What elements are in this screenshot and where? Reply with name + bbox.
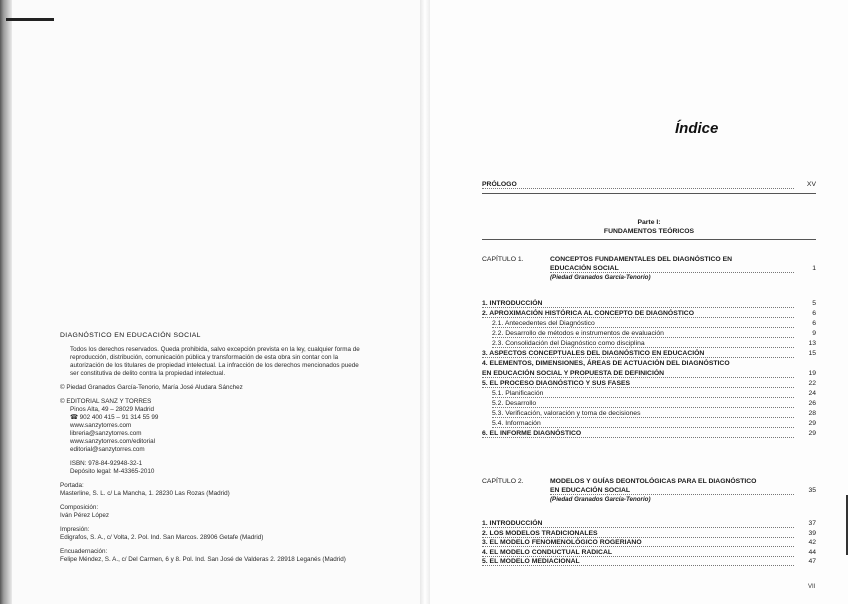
publisher-email-2: editorial@sanzytorres.com — [70, 446, 145, 453]
left-page — [0, 0, 420, 604]
toc-label: 4. EL MODELO CONDUCTUAL RADICAL — [482, 548, 613, 556]
toc-page: 37 — [808, 520, 816, 527]
toc-page: 22 — [808, 380, 816, 387]
toc-label: 1. INTRODUCCIÓN — [482, 300, 543, 307]
chapter-title-line2: EN EDUCACIÓN SOCIAL — [550, 487, 631, 494]
toc-label: PRÓLOGO — [482, 181, 517, 188]
toc-page: 26 — [808, 400, 816, 407]
toc-label: 3. EL MODELO FENOMENOLÓGICO ROGERIANO — [482, 539, 642, 547]
toc-page: 39 — [808, 529, 816, 537]
toc-page: 9 — [812, 330, 816, 337]
isbn: ISBN: 978-84-92948-32-1 — [70, 460, 143, 467]
toc-label: 2.2. Desarrollo de métodos e instrumentos de evaluación — [492, 330, 664, 337]
legal-deposit: Depósito legal: M-43365-2010 — [70, 468, 155, 475]
binding-value: Felipe Méndez, S. A., c/ Del Carmen, 6 y 8. Pol. Ind. San José de Valderas 2. 28918 Leganés (Madrid) — [60, 556, 346, 563]
toc-label: 5.2. Desarrollo — [492, 400, 537, 407]
toc-page: 29 — [808, 430, 816, 437]
book-title: DIAGNÓSTICO EN EDUCACIÓN SOCIAL — [60, 332, 201, 339]
composition-label: Composición: — [60, 504, 99, 511]
toc-label: 2. APROXIMACIÓN HISTÓRICA AL CONCEPTO DE DIAGNÓSTICO — [482, 310, 694, 317]
part-title: Parte I: — [637, 219, 661, 226]
copyright-block — [60, 332, 360, 564]
publisher-block — [60, 398, 360, 454]
cover-label: Portada: — [60, 482, 84, 489]
toc-label: 2. LOS MODELOS TRADICIONALES — [482, 529, 598, 537]
divider — [482, 239, 816, 240]
page-folio: VII — [808, 584, 816, 590]
book-gutter — [420, 0, 430, 604]
part-subtitle: FUNDAMENTOS TEÓRICOS — [603, 228, 695, 235]
chapter-author: (Piedad Granados García-Tenorio) — [550, 496, 651, 503]
binding-label: Encuadernación: — [60, 548, 108, 555]
toc-label: 5.1. Planificación — [492, 390, 544, 397]
publisher-address: Pinos Alta, 49 – 28029 Madrid — [70, 406, 155, 413]
cover-value: Masterline, S. L. c/ La Mancha, 1. 28230 Las Rozas (Madrid) — [60, 490, 230, 497]
publisher-web-2: www.sanzytorres.com/editorial — [70, 438, 156, 445]
toc-page: 6 — [812, 320, 816, 327]
publisher-web: www.sanzytorres.com — [70, 422, 132, 429]
toc-label: 5. EL PROCESO DIAGNÓSTICO Y SUS FASES — [482, 380, 631, 387]
chapter-title-line1: MODELOS Y GUÍAS DEONTOLÓGICAS PARA EL DIAGNÓSTICO — [550, 478, 757, 485]
toc-page: 13 — [808, 340, 816, 347]
chapter-number: CAPÍTULO 2. — [482, 478, 524, 485]
page-edge-shadow — [0, 0, 12, 604]
printing-label: Impresión: — [60, 526, 90, 533]
chapter-page: 35 — [808, 487, 816, 494]
toc-page: 5 — [812, 300, 816, 307]
isbn-block — [60, 460, 360, 476]
toc-label: 5.4. Información — [492, 420, 541, 427]
toc-page: 29 — [808, 420, 816, 427]
toc-page: 42 — [808, 539, 816, 547]
toc-label: 6. EL INFORME DIAGNÓSTICO — [482, 430, 582, 437]
printing-value: Edigrafos, S. A., c/ Volta, 2. Pol. Ind. San Marcos. 28906 Getafe (Madrid) — [60, 534, 264, 541]
publisher-name: © EDITORIAL SANZ Y TORRES — [60, 398, 152, 405]
chapter-number: CAPÍTULO 1. — [482, 256, 524, 263]
toc-page: 28 — [808, 410, 816, 417]
toc-page: 47 — [808, 558, 816, 566]
toc-page: 44 — [808, 548, 816, 556]
composition-value: Iván Pérez López — [60, 512, 110, 519]
chapter-page: 1 — [812, 265, 816, 272]
chapter-title-line1: CONCEPTOS FUNDAMENTALES DEL DIAGNÓSTICO EN — [550, 256, 733, 263]
toc-label: 3. ASPECTOS CONCEPTUALES DEL DIAGNÓSTICO EN EDUCACIÓN — [482, 350, 705, 357]
toc-page: 6 — [812, 310, 816, 317]
index-heading: Índice — [675, 120, 719, 137]
page-edge-mark — [6, 18, 54, 21]
toc-label: 1. INTRODUCCIÓN — [482, 520, 543, 527]
toc-label: 2.3. Consolidación del Diagnóstico como disciplina — [492, 340, 645, 347]
authors-line: © Piedad Granados García-Tenorio, María José Aludara Sánchez — [60, 384, 243, 391]
toc-label: EN EDUCACIÓN SOCIAL Y PROPUESTA DE DEFINICIÓN — [482, 370, 665, 377]
chapter-author: (Piedad Granados García-Tenorio) — [550, 274, 651, 281]
rights-notice: Todos los derechos reservados. Queda prohibida, salvo excepción prevista en la ley, cualquier forma de reproducción, distribución, comunicación pública y transformación de esta obra sin contar con la autorización de los titulares de propiedad intelectual. La infracción de los derechos mencionados puede ser constitutiva de delito contra la propiedad intelectual. — [70, 346, 360, 377]
chapter-title-line2: EDUCACIÓN SOCIAL — [550, 265, 619, 272]
toc-page: 15 — [808, 350, 816, 357]
toc-page: 19 — [808, 370, 816, 377]
publisher-phone: ☎ 902 400 415 – 91 314 55 99 — [70, 414, 159, 421]
toc-label: 4. ELEMENTOS, DIMENSIONES, ÁREAS DE ACTUACIÓN DEL DIAGNÓSTICO — [482, 360, 730, 367]
toc-label: 5.3. Verificación, valoración y toma de decisiones — [492, 410, 641, 417]
toc-page: 24 — [808, 390, 816, 397]
toc-label: 2.1. Antecedentes del Diagnóstico — [492, 320, 595, 327]
toc-page: XV — [806, 181, 816, 188]
toc-label: 5. EL MODELO MEDIACIONAL — [482, 558, 580, 566]
publisher-email: libreria@sanzytorres.com — [70, 430, 142, 437]
divider — [482, 193, 816, 194]
